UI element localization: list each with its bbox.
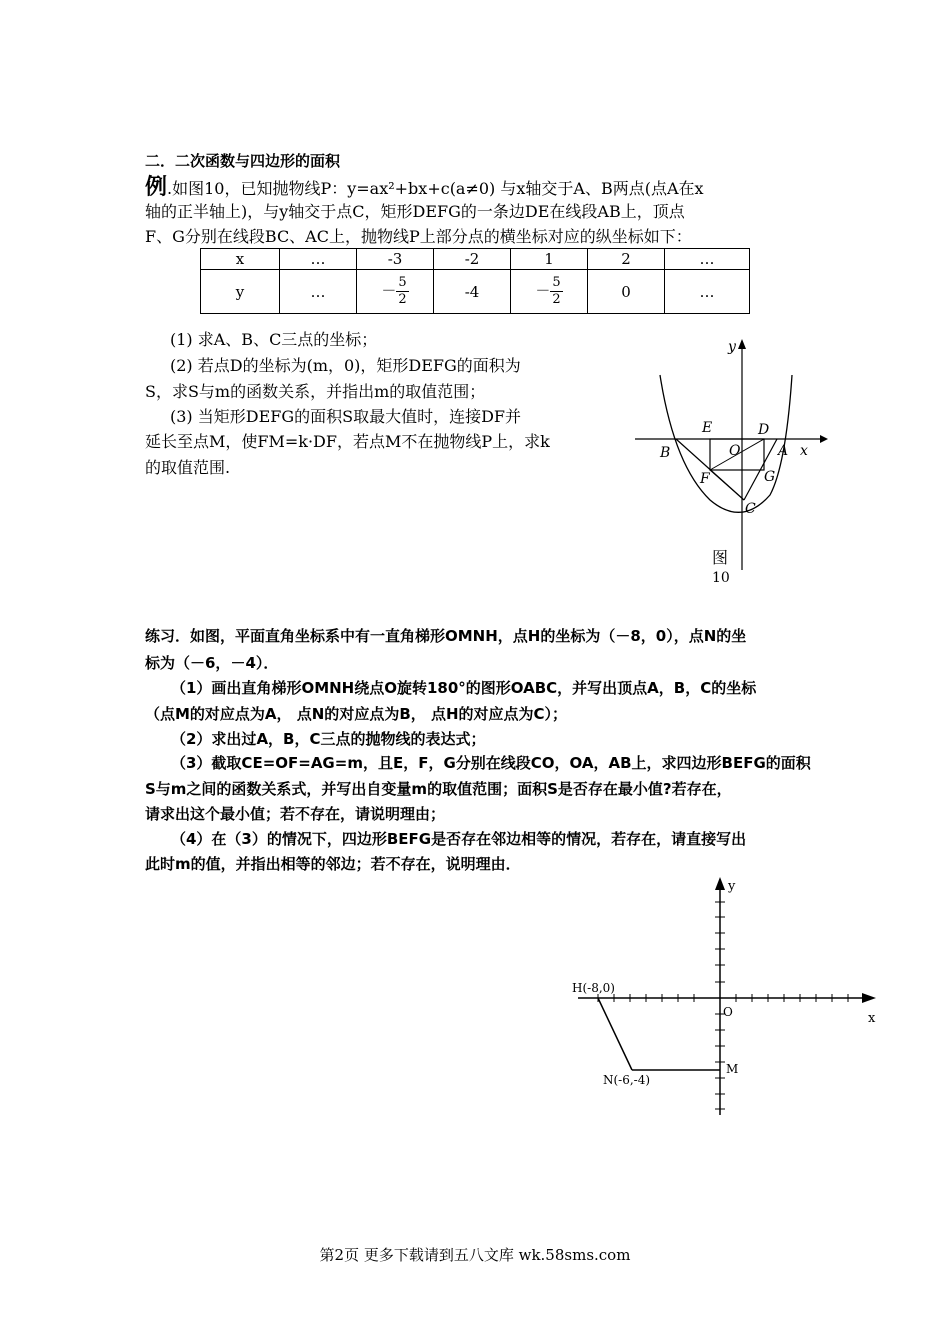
table-cell: -2 <box>434 249 511 270</box>
example-line-1 <box>145 175 810 202</box>
fraction <box>396 275 408 308</box>
frac-den: 2 <box>552 292 561 307</box>
practice-q3a: （3）截取CE=OF=AG=m，且E，F，G分别在线段CO，OA，AB上，求四边形BEFG的面积 <box>171 754 811 772</box>
question-1: (1) 求A、B、C三点的坐标； <box>170 330 378 349</box>
practice-q2: （2）求出过A，B，C三点的抛物线的表达式； <box>171 730 486 748</box>
fig10-label-F: F <box>700 471 710 487</box>
fraction <box>550 275 562 308</box>
table-row-y <box>201 270 750 314</box>
fig10-label-A: A <box>778 443 789 459</box>
question-3a: (3) 当矩形DEFG的面积S取最大值时，连接DF并 <box>170 407 522 426</box>
table-cell: -3 <box>357 249 434 270</box>
table-cell: 2 <box>588 249 665 270</box>
frac-den: 2 <box>398 292 407 307</box>
practice-line-2: 标为（－6，－4）． <box>145 654 279 672</box>
page-footer: 第2页 更多下载请到五八文库 wk.58sms.com <box>319 1246 631 1264</box>
table-cell: … <box>280 270 357 314</box>
fig10-label-E: E <box>702 420 713 436</box>
practice-text-1: 练习．如图，平面直角坐标系中有一直角梯形OMNH，点H的坐标为（－8，0），点N的坐 <box>145 627 747 645</box>
table-cell <box>511 270 588 314</box>
table-cell <box>357 270 434 314</box>
frac-num: 5 <box>398 275 407 290</box>
value-table <box>200 248 750 314</box>
example-label: 例 <box>145 175 168 200</box>
fig2-label-M: M <box>726 1062 739 1076</box>
practice-q3b: S与m之间的函数关系式，并写出自变量m的取值范围；面积S是否存在最小值?若存在， <box>145 780 732 798</box>
question-3c: 的取值范围. <box>145 458 231 477</box>
table-cell: … <box>665 270 750 314</box>
fig10-label-D: D <box>758 422 770 438</box>
fig2-label-x: x <box>868 1011 876 1026</box>
table-cell: 0 <box>588 270 665 314</box>
question-3b: 延长至点M，使FM=k·DF，若点M不在抛物线P上，求k <box>145 432 550 451</box>
frac-num: 5 <box>552 275 561 290</box>
frac-sign: － <box>381 281 397 300</box>
question-2a: (2) 若点D的坐标为(m，0)，矩形DEFG的面积为 <box>170 356 521 375</box>
practice-q4a: （4）在（3）的情况下，四边形BEFG是否存在邻边相等的情况，若存在，请直接写出 <box>171 830 747 848</box>
figure-10 <box>630 335 830 590</box>
figure-trapezoid <box>570 872 890 1122</box>
table-cell: x <box>201 249 280 270</box>
section-title: 二．二次函数与四边形的面积 <box>145 152 341 170</box>
table-cell: -4 <box>434 270 511 314</box>
frac-sign: － <box>535 281 551 300</box>
fig10-label-x: x <box>800 443 808 459</box>
example-text-1: .如图10，已知抛物线P：y=ax²+bx+c(a≠0) 与x轴交于A、B两点(点A在x <box>167 179 704 198</box>
fig10-label-B: B <box>660 445 671 461</box>
table-row-x <box>201 249 750 270</box>
practice-line-1 <box>145 623 746 650</box>
fig10-label-C: C <box>745 501 756 517</box>
practice-q3c: 请求出这个最小值；若不存在，请说明理由； <box>145 805 446 823</box>
fig2-label-O: O <box>723 1005 733 1019</box>
table-cell: y <box>201 270 280 314</box>
table-cell: 1 <box>511 249 588 270</box>
fig10-label-O: O <box>729 443 741 459</box>
fig2-label-y: y <box>728 879 736 894</box>
question-2b: S，求S与m的函数关系，并指出m的取值范围； <box>145 382 486 401</box>
fig10-caption-2: 10 <box>712 570 730 586</box>
fig2-label-N: N(-6,-4) <box>603 1073 651 1087</box>
practice-q1a: （1）画出直角梯形OMNH绕点O旋转180°的图形OABC，并写出顶点A，B，C的坐标 <box>171 679 757 697</box>
table-cell: … <box>280 249 357 270</box>
fig10-label-y: y <box>728 339 736 355</box>
fig10-label-G: G <box>764 469 776 485</box>
example-line-3: F、G分别在线段BC、AC上，抛物线P上部分点的横坐标对应的纵坐标如下： <box>145 227 692 246</box>
practice-q4b: 此时m的值，并指出相等的邻边；若不存在，说明理由． <box>145 855 521 873</box>
example-line-2: 轴的正半轴上)，与y轴交于点C，矩形DEFG的一条边DE在线段AB上，顶点 <box>145 202 685 221</box>
fig10-caption-1: 图 <box>712 548 729 567</box>
fig2-label-H: H(-8,0) <box>572 981 615 995</box>
practice-q1b: （点M的对应点为A， 点N的对应点为B， 点H的对应点为C）； <box>145 705 568 723</box>
table-cell: … <box>665 249 750 270</box>
